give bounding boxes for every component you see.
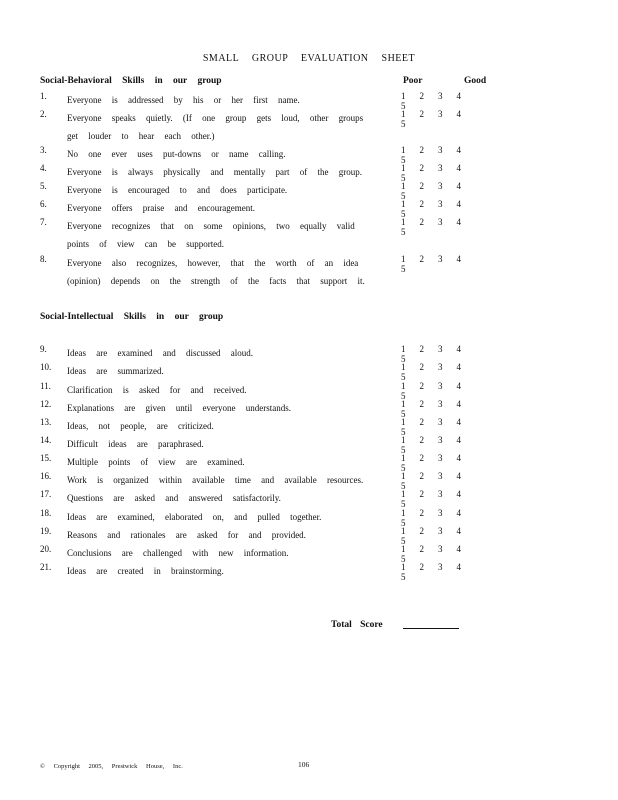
item-number: 13.	[40, 417, 52, 427]
rating-option-5[interactable]: 5	[401, 191, 406, 201]
rating-option-1[interactable]: 1	[401, 362, 406, 372]
item-text: Everyone recognizes that on some opinions, two equally valid points of view can be supported.	[67, 221, 355, 249]
rating-option-1[interactable]: 1	[401, 254, 406, 264]
item-number: 6.	[40, 199, 47, 209]
rating-option-5[interactable]: 5	[401, 481, 406, 491]
rating-option-5[interactable]: 5	[401, 536, 406, 546]
rating-option-5[interactable]: 5	[401, 209, 406, 219]
rating-option-1[interactable]: 1	[401, 562, 406, 572]
rating-option-4[interactable]: 4	[456, 435, 461, 445]
rating-option-4[interactable]: 4	[456, 217, 461, 227]
rating-scale	[401, 453, 490, 473]
rating-option-4[interactable]: 4	[456, 526, 461, 536]
rating-option-3[interactable]: 3	[438, 435, 443, 445]
item-text: Ideas are examined and discussed aloud.	[67, 348, 253, 358]
item-text: Everyone offers praise and encouragement.	[67, 203, 256, 213]
rating-option-2[interactable]: 2	[419, 217, 424, 227]
rating-option-3[interactable]: 3	[438, 199, 443, 209]
item-number: 5.	[40, 181, 47, 191]
rating-option-1[interactable]: 1	[401, 453, 406, 463]
rating-option-4[interactable]: 4	[456, 362, 461, 372]
rating-scale	[401, 381, 490, 401]
copyright-notice: © Copyright 2005, Prestwick House, Inc.	[40, 763, 183, 770]
rating-scale	[401, 399, 490, 419]
rating-option-3[interactable]: 3	[438, 381, 443, 391]
rating-option-4[interactable]: 4	[456, 453, 461, 463]
rating-option-3[interactable]: 3	[438, 181, 443, 191]
rating-scale	[401, 544, 490, 564]
item-text: Clarification is asked for and received.	[67, 385, 247, 395]
rating-scale	[401, 254, 490, 274]
item-number: 16.	[40, 471, 52, 481]
rating-option-2[interactable]: 2	[419, 145, 424, 155]
rating-option-1[interactable]: 1	[401, 217, 406, 227]
rating-option-2[interactable]: 2	[419, 362, 424, 372]
rating-option-4[interactable]: 4	[456, 163, 461, 173]
rating-option-1[interactable]: 1	[401, 544, 406, 554]
rating-option-1[interactable]: 1	[401, 145, 406, 155]
rating-option-5[interactable]: 5	[401, 409, 406, 419]
rating-option-2[interactable]: 2	[419, 453, 424, 463]
rating-option-5[interactable]: 5	[401, 463, 406, 473]
rating-option-1[interactable]: 1	[401, 399, 406, 409]
item-text: Everyone is addressed by his or her first name.	[67, 95, 300, 105]
rating-option-3[interactable]: 3	[438, 399, 443, 409]
rating-option-1[interactable]: 1	[401, 344, 406, 354]
rating-option-2[interactable]: 2	[419, 489, 424, 499]
rating-scale	[401, 163, 490, 183]
rating-option-3[interactable]: 3	[438, 362, 443, 372]
item-text: Ideas are examined, elaborated on, and pulled together.	[67, 512, 322, 522]
rating-scale	[401, 435, 490, 455]
item-number: 3.	[40, 145, 47, 155]
rating-option-2[interactable]: 2	[419, 181, 424, 191]
rating-option-1[interactable]: 1	[401, 508, 406, 518]
rating-option-2[interactable]: 2	[419, 399, 424, 409]
rating-option-1[interactable]: 1	[401, 381, 406, 391]
rating-option-5[interactable]: 5	[401, 101, 406, 111]
rating-option-4[interactable]: 4	[456, 544, 461, 554]
rating-scale	[401, 181, 490, 201]
rating-option-2[interactable]: 2	[419, 254, 424, 264]
rating-scale	[401, 489, 490, 509]
item-text: Work is organized within available time and available resources.	[67, 475, 364, 485]
rating-option-4[interactable]: 4	[456, 471, 461, 481]
total-score-label: Total Score	[331, 620, 383, 630]
rating-scale	[401, 145, 490, 165]
item-number: 2.	[40, 109, 47, 119]
item-number: 11.	[40, 381, 51, 391]
item-number: 8.	[40, 254, 47, 264]
rating-option-4[interactable]: 4	[456, 381, 461, 391]
rating-scale	[401, 199, 490, 219]
rating-option-4[interactable]: 4	[456, 181, 461, 191]
scale-label-good: Good	[464, 76, 487, 86]
rating-option-4[interactable]: 4	[456, 508, 461, 518]
item-number: 17.	[40, 489, 52, 499]
rating-option-5[interactable]: 5	[401, 264, 406, 274]
rating-option-2[interactable]: 2	[419, 91, 424, 101]
item-number: 4.	[40, 163, 47, 173]
rating-option-4[interactable]: 4	[456, 399, 461, 409]
rating-option-4[interactable]: 4	[456, 417, 461, 427]
item-number: 21.	[40, 562, 52, 572]
rating-option-2[interactable]: 2	[419, 199, 424, 209]
rating-option-2[interactable]: 2	[419, 435, 424, 445]
item-number: 10.	[40, 362, 52, 372]
rating-option-3[interactable]: 3	[438, 417, 443, 427]
item-number: 14.	[40, 435, 52, 445]
rating-option-3[interactable]: 3	[438, 109, 443, 119]
rating-option-5[interactable]: 5	[401, 173, 406, 183]
rating-option-3[interactable]: 3	[438, 471, 443, 481]
rating-scale	[401, 217, 490, 237]
rating-option-2[interactable]: 2	[419, 344, 424, 354]
item-text: Difficult ideas are paraphrased.	[67, 439, 204, 449]
rating-option-5[interactable]: 5	[401, 391, 406, 401]
item-number: 9.	[40, 344, 47, 354]
rating-option-2[interactable]: 2	[419, 381, 424, 391]
rating-option-3[interactable]: 3	[438, 526, 443, 536]
rating-option-3[interactable]: 3	[438, 254, 443, 264]
rating-option-3[interactable]: 3	[438, 453, 443, 463]
rating-option-1[interactable]: 1	[401, 526, 406, 536]
item-text: Reasons and rationales are asked for and provided.	[67, 530, 306, 540]
rating-scale	[401, 109, 490, 129]
item-text: Everyone is encouraged to and does participate.	[67, 185, 288, 195]
rating-option-5[interactable]: 5	[401, 499, 406, 509]
rating-option-5[interactable]: 5	[401, 427, 406, 437]
item-text: Everyone speaks quietly. (If one group gets loud, other groups get louder to hear each other.)	[67, 113, 364, 141]
item-number: 12.	[40, 399, 52, 409]
rating-scale	[401, 417, 490, 437]
rating-option-1[interactable]: 1	[401, 489, 406, 499]
rating-scale	[401, 471, 490, 491]
rating-option-4[interactable]: 4	[456, 91, 461, 101]
rating-scale	[401, 344, 490, 364]
rating-option-5[interactable]: 5	[401, 518, 406, 528]
rating-option-2[interactable]: 2	[419, 163, 424, 173]
rating-option-2[interactable]: 2	[419, 417, 424, 427]
rating-option-3[interactable]: 3	[438, 562, 443, 572]
page-title: SMALL GROUP EVALUATION SHEET	[202, 53, 416, 64]
item-text: Ideas are created in brainstorming.	[67, 566, 224, 576]
rating-option-4[interactable]: 4	[456, 344, 461, 354]
rating-option-5[interactable]: 5	[401, 445, 406, 455]
rating-option-2[interactable]: 2	[419, 508, 424, 518]
rating-option-2[interactable]: 2	[419, 544, 424, 554]
rating-option-4[interactable]: 4	[456, 562, 461, 572]
rating-option-3[interactable]: 3	[438, 344, 443, 354]
page-number: 106	[298, 760, 310, 769]
rating-option-1[interactable]: 1	[401, 471, 406, 481]
rating-option-3[interactable]: 3	[438, 544, 443, 554]
section-heading-social-behavioral: Social-Behavioral Skills in our group	[40, 76, 222, 86]
item-number: 18.	[40, 508, 52, 518]
rating-option-5[interactable]: 5	[401, 155, 406, 165]
rating-option-1[interactable]: 1	[401, 199, 406, 209]
rating-option-1[interactable]: 1	[401, 435, 406, 445]
rating-scale	[401, 562, 490, 582]
item-number: 19.	[40, 526, 52, 536]
item-text: Explanations are given until everyone understands.	[67, 403, 291, 413]
item-number: 1.	[40, 91, 47, 101]
item-number: 7.	[40, 217, 47, 227]
rating-option-3[interactable]: 3	[438, 145, 443, 155]
rating-option-5[interactable]: 5	[401, 372, 406, 382]
rating-scale	[401, 91, 490, 111]
total-score-blank[interactable]	[403, 619, 459, 629]
item-text: Ideas, not people, are criticized.	[67, 421, 214, 431]
rating-option-3[interactable]: 3	[438, 163, 443, 173]
scale-label-poor: Poor	[403, 76, 423, 86]
item-text: Everyone also recognizes, however, that the worth of an idea (opinion) depends on the strength of the facts that support it.	[67, 258, 365, 286]
rating-scale	[401, 362, 490, 382]
rating-option-4[interactable]: 4	[456, 489, 461, 499]
rating-option-4[interactable]: 4	[456, 199, 461, 209]
item-text: No one ever uses put-downs or name calling.	[67, 149, 286, 159]
item-text: Questions are asked and answered satisfactorily.	[67, 493, 281, 503]
rating-option-1[interactable]: 1	[401, 91, 406, 101]
rating-option-2[interactable]: 2	[419, 471, 424, 481]
item-number: 20.	[40, 544, 52, 554]
section-heading-social-intellectual: Social-Intellectual Skills in our group	[40, 312, 224, 322]
rating-scale	[401, 526, 490, 546]
rating-option-1[interactable]: 1	[401, 163, 406, 173]
rating-option-3[interactable]: 3	[438, 489, 443, 499]
item-number: 15.	[40, 453, 52, 463]
rating-option-2[interactable]: 2	[419, 562, 424, 572]
rating-option-3[interactable]: 3	[438, 91, 443, 101]
rating-option-4[interactable]: 4	[456, 145, 461, 155]
item-text: Multiple points of view are examined.	[67, 457, 245, 467]
rating-option-5[interactable]: 5	[401, 354, 406, 364]
rating-option-5[interactable]: 5	[401, 119, 406, 129]
rating-option-1[interactable]: 1	[401, 417, 406, 427]
rating-option-5[interactable]: 5	[401, 554, 406, 564]
rating-option-3[interactable]: 3	[438, 508, 443, 518]
item-text: Everyone is always physically and mentally part of the group.	[67, 167, 362, 177]
item-text: Conclusions are challenged with new information.	[67, 548, 289, 558]
rating-scale	[401, 508, 490, 528]
rating-option-5[interactable]: 5	[401, 572, 406, 582]
rating-option-2[interactable]: 2	[419, 109, 424, 119]
rating-option-3[interactable]: 3	[438, 217, 443, 227]
rating-option-4[interactable]: 4	[456, 254, 461, 264]
rating-option-1[interactable]: 1	[401, 181, 406, 191]
rating-option-5[interactable]: 5	[401, 227, 406, 237]
rating-option-4[interactable]: 4	[456, 109, 461, 119]
item-text: Ideas are summarized.	[67, 366, 164, 376]
rating-option-1[interactable]: 1	[401, 109, 406, 119]
rating-option-2[interactable]: 2	[419, 526, 424, 536]
